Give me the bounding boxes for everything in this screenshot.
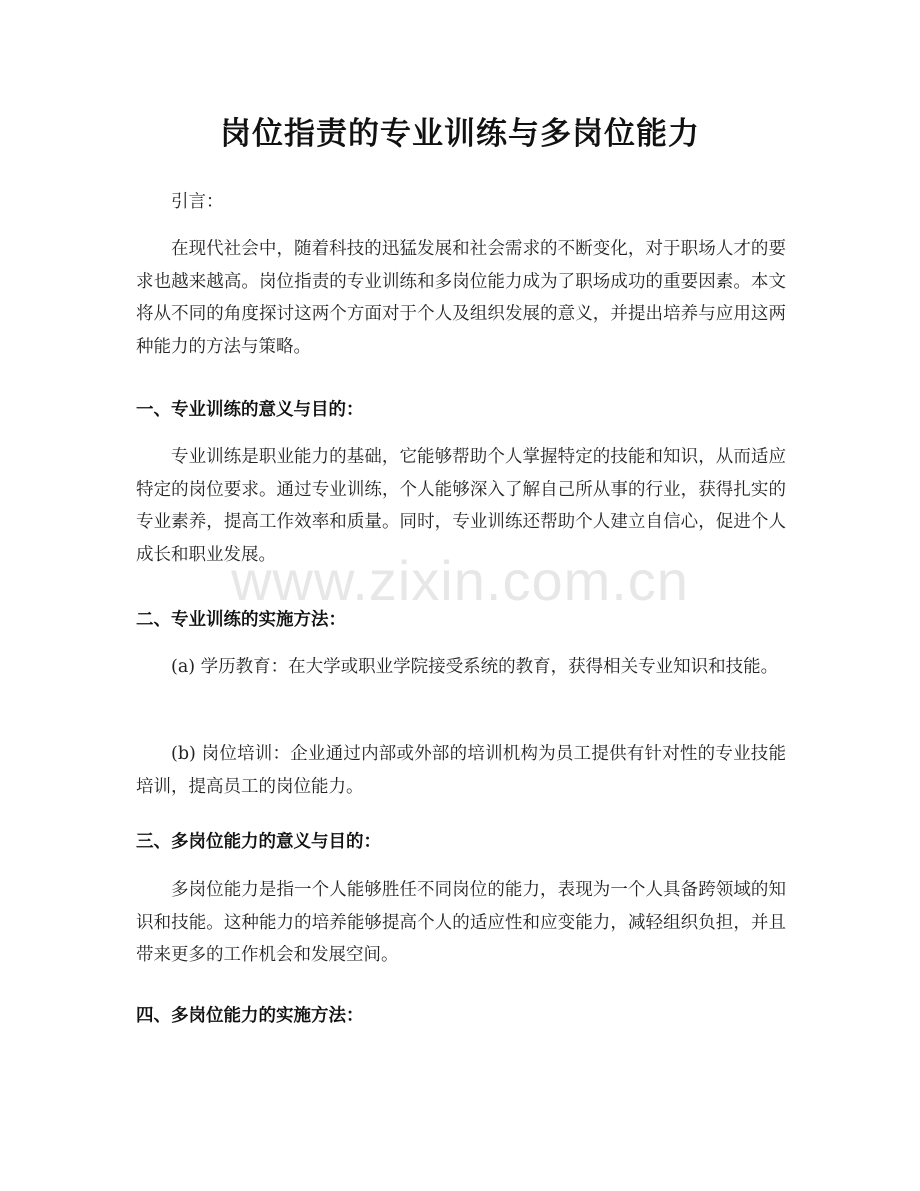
intro-paragraph: 在现代社会中，随着科技的迅猛发展和社会需求的不断变化，对于职场人才的要求也越来越高。岗位指责的专业训练和多岗位能力成为了职场成功的重要因素。本文将从不同的角度探讨这两个方面对于个人及组织发展的意义，并提出培养与应用这两种能力的方法与策略。: [136, 239, 786, 357]
intro-label: 引言：: [171, 192, 224, 212]
section1-heading: 一、专业训练的意义与目的：: [136, 400, 364, 420]
section1-paragraph: 专业训练是职业能力的基础，它能够帮助个人掌握特定的技能和知识，从而适应特定的岗位要求。通过专业训练，个人能够深入了解自己所从事的行业，获得扎实的专业素养，提高工作效率和质量。同时，专业训练还帮助个人建立自信心，促进个人成长和职业发展。: [136, 447, 786, 565]
section2-item-a: (a) 学历教育：在大学或职业学院接受系统的教育，获得相关专业知识和技能。: [171, 657, 779, 677]
watermark-text: www.zixin.com.cn: [231, 549, 689, 612]
section2-heading: 二、专业训练的实施方法：: [136, 610, 346, 630]
section4-heading: 四、多岗位能力的实施方法：: [136, 1006, 364, 1026]
section3-paragraph: 多岗位能力是指一个人能够胜任不同岗位的能力，表现为一个人具备跨领域的知识和技能。这种能力的培养能够提高个人的适应性和应变能力，减轻组织负担，并且带来更多的工作机会和发展空间。: [136, 880, 786, 965]
section2-item-b: (b) 岗位培训：企业通过内部或外部的培训机构为员工提供有针对性的专业技能培训，提高员工的岗位能力。: [136, 744, 786, 797]
document-title: 岗位指责的专业训练与多岗位能力: [220, 116, 700, 152]
section3-heading: 三、多岗位能力的意义与目的：: [136, 832, 381, 852]
